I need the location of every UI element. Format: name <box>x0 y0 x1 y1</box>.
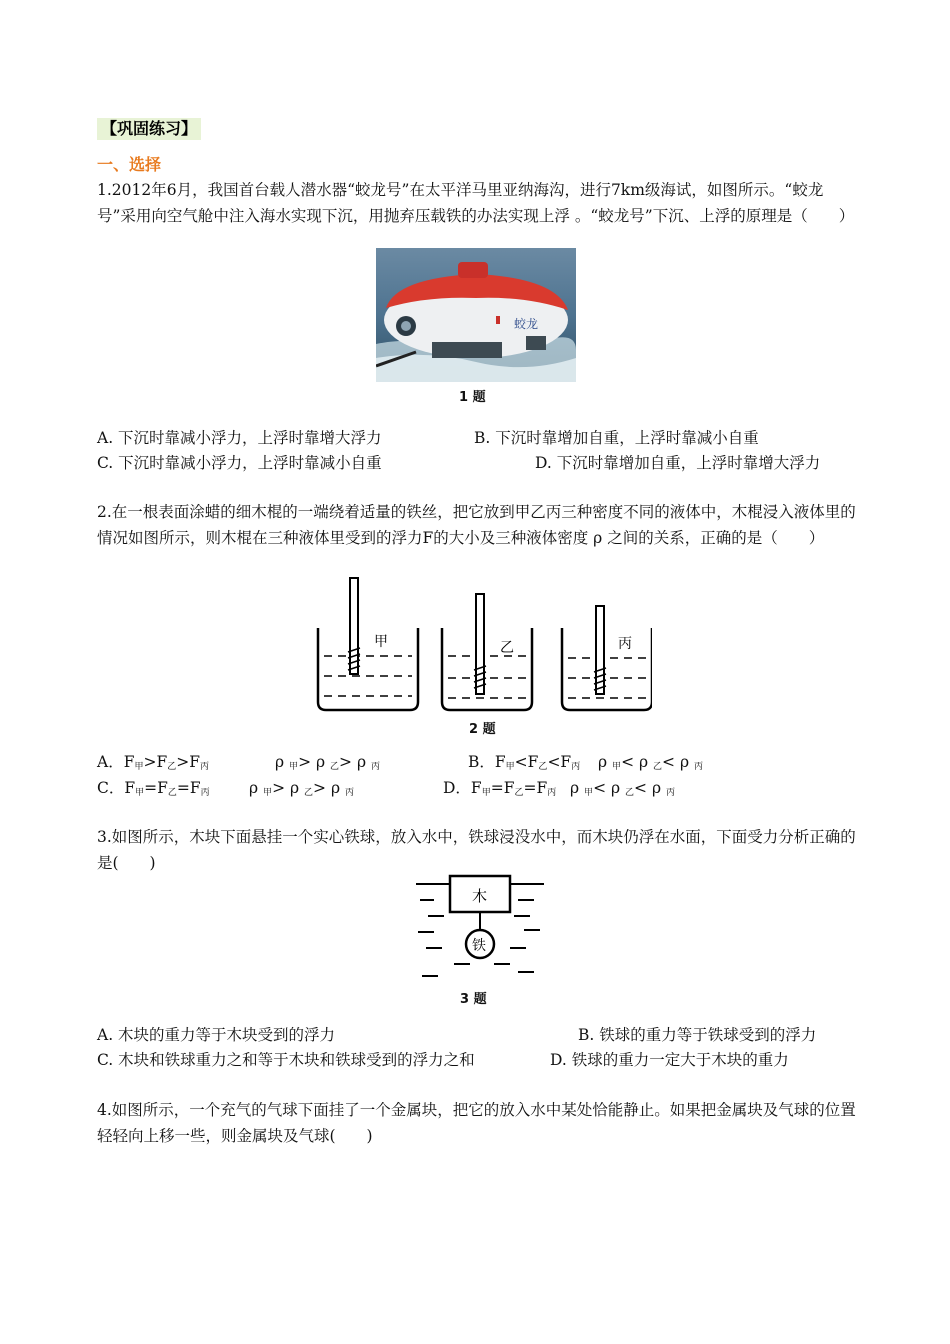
section-subheading: 一、选择 <box>97 155 162 174</box>
figure-3-wood-iron <box>414 872 546 984</box>
q2-option-c-force: C．$F_甲=F_乙=F_丙$ <box>97 779 210 798</box>
submersible-illustration <box>376 248 576 382</box>
submersible-photo <box>376 248 576 382</box>
q2-option-c-density: ρ $_甲$> ρ $_乙$> ρ $_丙$ <box>249 779 355 798</box>
q3-option-a: A. 木块的重力等于木块受到的浮力 <box>97 1026 336 1044</box>
q3-option-d: D. 铁球的重力一定大于木块的重力 <box>550 1051 789 1069</box>
section-heading: 【巩固练习】 <box>97 118 201 140</box>
q2-option-d-density: ρ $_甲$< ρ $_乙$< ρ $_丙$ <box>570 779 676 798</box>
question-2-text: 2.在一根表面涂蜡的细木棍的一端绕着适量的铁丝，把它放到甲乙丙三种密度不同的液体中，木棍浸入液体里的情况如图所示，则木棍在三种液体里受到的浮力F的大小及三种液体密度 ρ 之间的关系，正确的是（ ） <box>97 503 856 547</box>
q1-option-d: D. 下沉时靠增加自重，上浮时靠增大浮力 <box>535 454 821 472</box>
q2-option-b-force: B．$F_甲<F_乙<F_丙$ <box>468 753 581 772</box>
beaker-label-bing: 丙 <box>618 636 632 652</box>
q3-option-c: C. 木块和铁球重力之和等于木块和铁球受到的浮力之和 <box>97 1051 475 1069</box>
beaker-label-yi: 乙 <box>500 640 514 656</box>
figure-2-beakers <box>312 574 652 716</box>
question-1-text: 1.2012年6月，我国首台载人潜水器“蛟龙号”在太平洋马里亚纳海沟，进行7km级海试，如图所示。“蛟龙号”采用向空气舱中注入海水实现下沉，用抛弃压载铁的办法实现上浮 。“蛟龙号”下沉、上浮的原理是（ ） <box>97 181 855 225</box>
question-4-text: 4.如图所示，一个充气的气球下面挂了一个金属块，把它的放入水中某处恰能静止。如果把金属块及气球的位置轻轻向上移一些，则金属块及气球( ) <box>97 1101 856 1145</box>
q2-option-d-force: D．$F_甲=F_乙=F_丙$ <box>443 779 557 798</box>
q2-option-b-density: ρ $_甲$< ρ $_乙$< ρ $_丙$ <box>598 753 704 772</box>
q3-option-b: B. 铁球的重力等于铁球受到的浮力 <box>578 1026 817 1044</box>
q1-option-b: B. 下沉时靠增加自重，上浮时靠减小自重 <box>474 429 759 447</box>
figure-2-caption: 2 题 <box>469 722 496 737</box>
submersible-name: 蛟龙 <box>514 317 539 331</box>
iron-label: 铁 <box>472 938 486 954</box>
wood-label: 木 <box>472 887 488 905</box>
q2-option-a-force: A．$F_甲>F_乙>F_丙$ <box>97 753 209 772</box>
figure-3-caption: 3 题 <box>460 992 487 1007</box>
q2-option-a-density: ρ $_甲$> ρ $_乙$> ρ $_丙$ <box>275 753 381 772</box>
figure-1-caption: 1 题 <box>459 390 486 405</box>
question-3-text: 3.如图所示，木块下面悬挂一个实心铁球，放入水中，铁球浸没水中，而木块仍浮在水面，下面受力分析正确的是( ) <box>97 828 856 872</box>
q1-option-c: C. 下沉时靠减小浮力，上浮时靠减小自重 <box>97 454 382 472</box>
beaker-label-jia: 甲 <box>374 634 388 650</box>
q1-option-a: A. 下沉时靠减小浮力，上浮时靠增大浮力 <box>97 429 382 447</box>
